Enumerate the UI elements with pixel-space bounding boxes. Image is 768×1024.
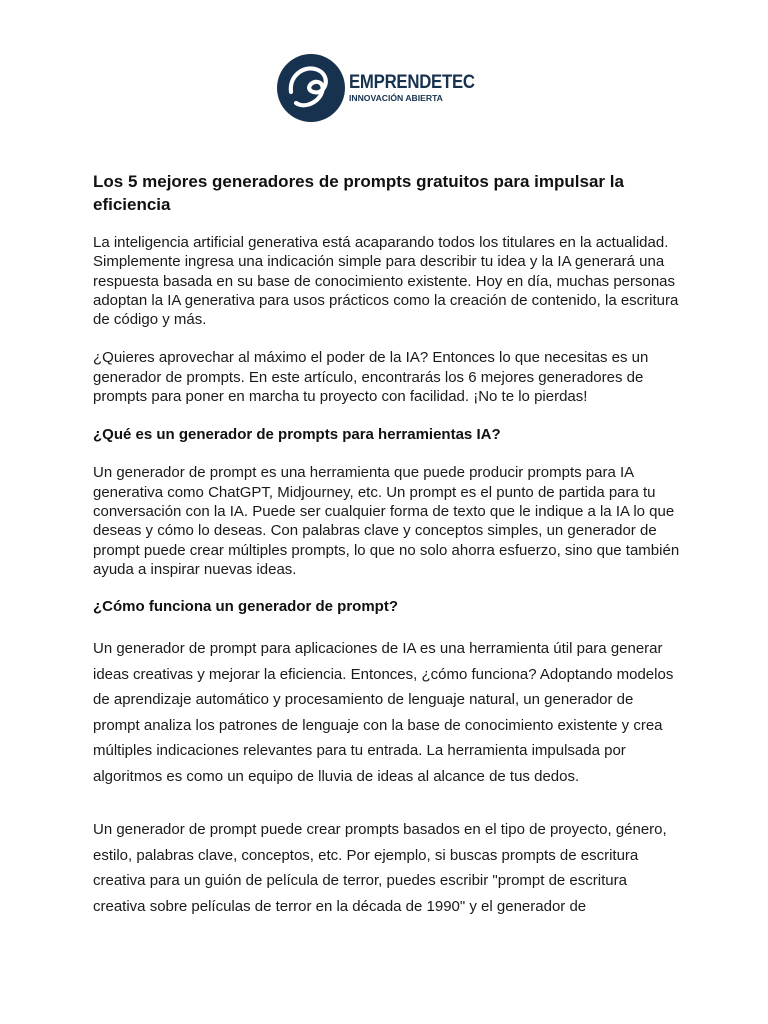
section-paragraph-examples: Un generador de prompt puede crear prompts basados en el tipo de proyecto, género, estilo, palabras clave, conceptos, etc. Por ejemplo, si buscas prompts de escritura creativa para un guión de película de terror, puedes escribir "prompt de escritura creativa sobre películas de terror en la década de 1990" y el generador de — [93, 821, 667, 915]
emprendetec-e-icon — [277, 54, 345, 122]
intro-paragraph-2: ¿Quieres aprovechar al máximo el poder de la IA? Entonces lo que necesitas es un generador de prompts. En este artículo, encontrarás los 6 mejores generadores de prompts para poner en marcha tu proyecto con facilidad. ¡No te lo pierdas! — [93, 349, 649, 406]
emprendetec-logo — [277, 54, 495, 122]
intro-paragraph-1: La inteligencia artificial generativa está acaparando todos los titulares en la actualidad. Simplemente ingresa una indicación simple para describir tu idea y la IA generará una respuesta basada en su base de conocimiento existente. Hoy en día, muchas personas adoptan la IA generativa para usos prácticos como la creación de contenido, la escritura de código y más. — [93, 234, 679, 329]
logo-tagline: INNOVACIÓN ABIERTA — [349, 93, 443, 104]
article-body — [93, 170, 683, 919]
section-heading-what-is: ¿Qué es un generador de prompts para herramientas IA? — [93, 426, 501, 444]
section-paragraph-how-it-works: Un generador de prompt para aplicaciones de IA es una herramienta útil para generar ideas creativas y mejorar la eficiencia. Entonces, ¿cómo funciona? Adoptando modelos de aprendizaje automático y procesamiento de lenguaje natural, un generador de prompt analiza los patrones de lenguaje con la base de conocimiento existente y crea múltiples indicaciones relevantes para tu entrada. La herramienta impulsada por algoritmos es como un equipo de lluvia de ideas al alcance de tus dedos. — [93, 640, 674, 785]
section-paragraph-what-is: Un generador de prompt es una herramienta que puede producir prompts para IA generativa como ChatGPT, Midjourney, etc. Un prompt es el punto de partida para tu conversación con la IA. Puede ser cualquier forma de texto que le indique a la IA lo que deseas y cómo lo deseas. Con palabras clave y conceptos simples, un generador de prompt puede crear múltiples prompts, lo que no solo ahorra esfuerzo, sino que también ayuda a inspirar nuevas ideas. — [93, 464, 680, 578]
logo-name: EMPRENDETEC — [349, 70, 475, 93]
article-title: Los 5 mejores generadores de prompts gratuitos para impulsar la eficiencia — [93, 172, 624, 214]
section-heading-how-it-works: ¿Cómo funciona un generador de prompt? — [93, 598, 398, 616]
